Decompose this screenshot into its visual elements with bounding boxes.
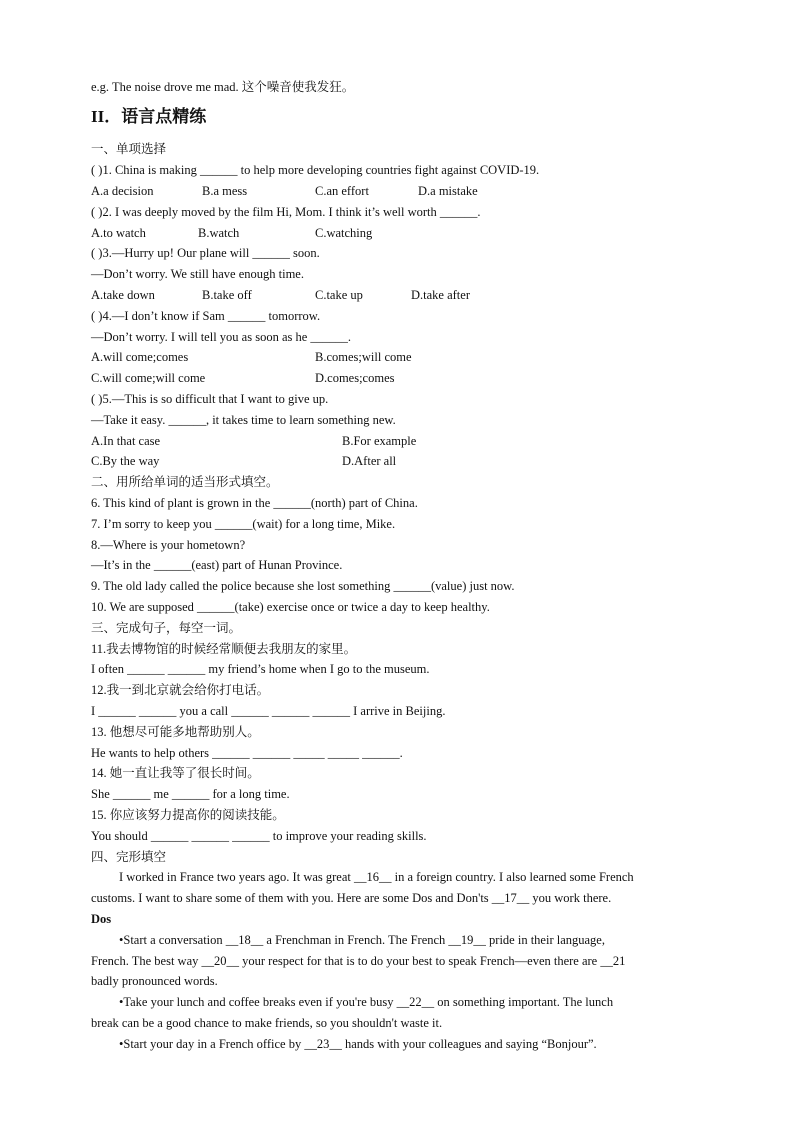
q14-english: She ______ me ______ for a long time. (91, 787, 290, 801)
q5-stem2: —Take it easy. ______, it takes time to learn something new. (91, 413, 396, 427)
part1-heading: 一、单项选择 (91, 142, 167, 156)
q2-option-a: A.to watch (91, 226, 146, 240)
q2-option-c: C.watching (315, 226, 373, 240)
q4-stem2: —Don’t worry. I will tell you as soon as he ______. (91, 330, 352, 344)
cloze-paragraph-line2 (91, 890, 611, 906)
q4-option-c: C.will come;will come (91, 371, 206, 385)
q5-option-d: D.After all (342, 454, 397, 468)
cloze-text: on something important. The lunch (434, 995, 614, 1009)
cloze-blank-18: __18__ (225, 933, 264, 947)
cloze-text: a Frenchman in French. The French (263, 933, 449, 947)
q13-chinese: 13. 他想尽可能多地帮助别人。 (91, 725, 260, 739)
q5-option-c: C.By the way (91, 454, 160, 468)
cloze-text: you work there. (529, 891, 612, 905)
q11-english: I often ______ ______ my friend’s home when I go to the museum. (91, 662, 430, 676)
q8-line: 8.—Where is your hometown? (91, 538, 246, 552)
q3-option-a: A.take down (91, 288, 155, 302)
cloze-text: French. The best way (91, 954, 202, 968)
cloze-text: your respect for that is to do your best to speak French—even there are (239, 954, 601, 968)
q8-answer-line: —It’s in the ______(east) part of Hunan Province. (91, 558, 343, 572)
q2-option-b: B.watch (198, 226, 240, 240)
q3-option-c: C.take up (315, 288, 363, 302)
q14-chinese: 14. 她一直让我等了很长时间。 (91, 766, 260, 780)
cloze-blank-22: __22__ (396, 995, 435, 1009)
cloze-blank-17: __17__ (491, 891, 530, 905)
q3-option-b: B.take off (202, 288, 252, 302)
cloze-text: •Take your lunch and coffee breaks even if you're busy (119, 995, 397, 1009)
cloze-text: •Start your day in a French office by (119, 1037, 305, 1051)
q4-option-a: A.will come;comes (91, 350, 189, 364)
q2-stem: ( )2. I was deeply moved by the film Hi, Mom. I think it’s well worth ______. (91, 205, 481, 219)
q12-english: I ______ ______ you a call ______ ______ ______ I arrive in Beijing. (91, 704, 446, 718)
cloze-text: customs. I want to share some of them with you. Here are some Dos and Don'ts (91, 891, 492, 905)
dos-item2-line2: break can be a good chance to make friends, so you shouldn't waste it. (91, 1016, 443, 1030)
dos-item1-line1 (119, 932, 605, 948)
part3-heading: 三、完成句子，每空一词。 (91, 621, 242, 635)
q3-option-d: D.take after (411, 288, 470, 302)
cloze-blank-20: __20__ (201, 954, 240, 968)
cloze-text: in a foreign country. I also learned some French (391, 870, 634, 884)
cloze-text: pride in their language, (485, 933, 605, 947)
q9-line: 9. The old lady called the police because she lost something ______(value) just now. (91, 579, 515, 593)
q15-english: You should ______ ______ ______ to improve your reading skills. (91, 829, 427, 843)
dos-item1-line2 (91, 953, 625, 969)
q1-option-c: C.an effort (315, 184, 369, 198)
section-title: II．语言点精练 (91, 107, 207, 126)
dos-heading: Dos (91, 912, 112, 926)
dos-item1-line3: badly pronounced words. (91, 974, 218, 988)
cloze-text: •Start a conversation (119, 933, 226, 947)
cloze-blank-21: __21 (600, 954, 626, 968)
dos-item2-line1 (119, 994, 613, 1010)
cloze-paragraph-line1 (119, 869, 634, 885)
q13-english: He wants to help others ______ ______ _____ _____ ______. (91, 746, 403, 760)
q6-line: 6. This kind of plant is grown in the ______(north) part of China. (91, 496, 418, 510)
q1-option-a: A.a decision (91, 184, 154, 198)
cloze-blank-19: __19__ (448, 933, 486, 947)
cloze-blank-16: __16__ (354, 870, 392, 884)
q7-line: 7. I’m sorry to keep you ______(wait) for a long time, Mike. (91, 517, 396, 531)
q5-stem: ( )5.—This is so difficult that I want to give up. (91, 392, 329, 406)
q3-stem2: —Don’t worry. We still have enough time. (91, 267, 304, 281)
q5-option-b: B.For example (342, 434, 417, 448)
q1-stem: ( )1. China is making ______ to help more developing countries fight against COVID-19. (91, 163, 540, 177)
q15-chinese: 15. 你应该努力提高你的阅读技能。 (91, 808, 285, 822)
q4-option-b: B.comes;will come (315, 350, 412, 364)
q1-option-b: B.a mess (202, 184, 248, 198)
q1-option-d: D.a mistake (418, 184, 478, 198)
q10-line: 10. We are supposed ______(take) exercise once or twice a day to keep healthy. (91, 600, 490, 614)
q5-option-a: A.In that case (91, 434, 161, 448)
dos-item3-line1 (119, 1036, 597, 1052)
q11-chinese: 11.我去博物馆的时候经常顺便去我朋友的家里。 (91, 642, 357, 656)
q3-stem: ( )3.—Hurry up! Our plane will ______ soon. (91, 246, 320, 260)
cloze-blank-23: __23__ (304, 1037, 342, 1051)
q4-option-d: D.comes;comes (315, 371, 395, 385)
q4-stem: ( )4.—I don’t know if Sam ______ tomorrow. (91, 309, 321, 323)
cloze-text: hands with your colleagues and saying “Bonjour”. (341, 1037, 597, 1051)
part4-heading: 四、完形填空 (91, 850, 167, 864)
q12-chinese: 12.我一到北京就会给你打电话。 (91, 683, 270, 697)
cloze-text: I worked in France two years ago. It was great (119, 870, 354, 884)
example-sentence: e.g. The noise drove me mad. 这个噪音使我发狂。 (91, 80, 355, 94)
part2-heading: 二、用所给单词的适当形式填空。 (91, 475, 279, 489)
